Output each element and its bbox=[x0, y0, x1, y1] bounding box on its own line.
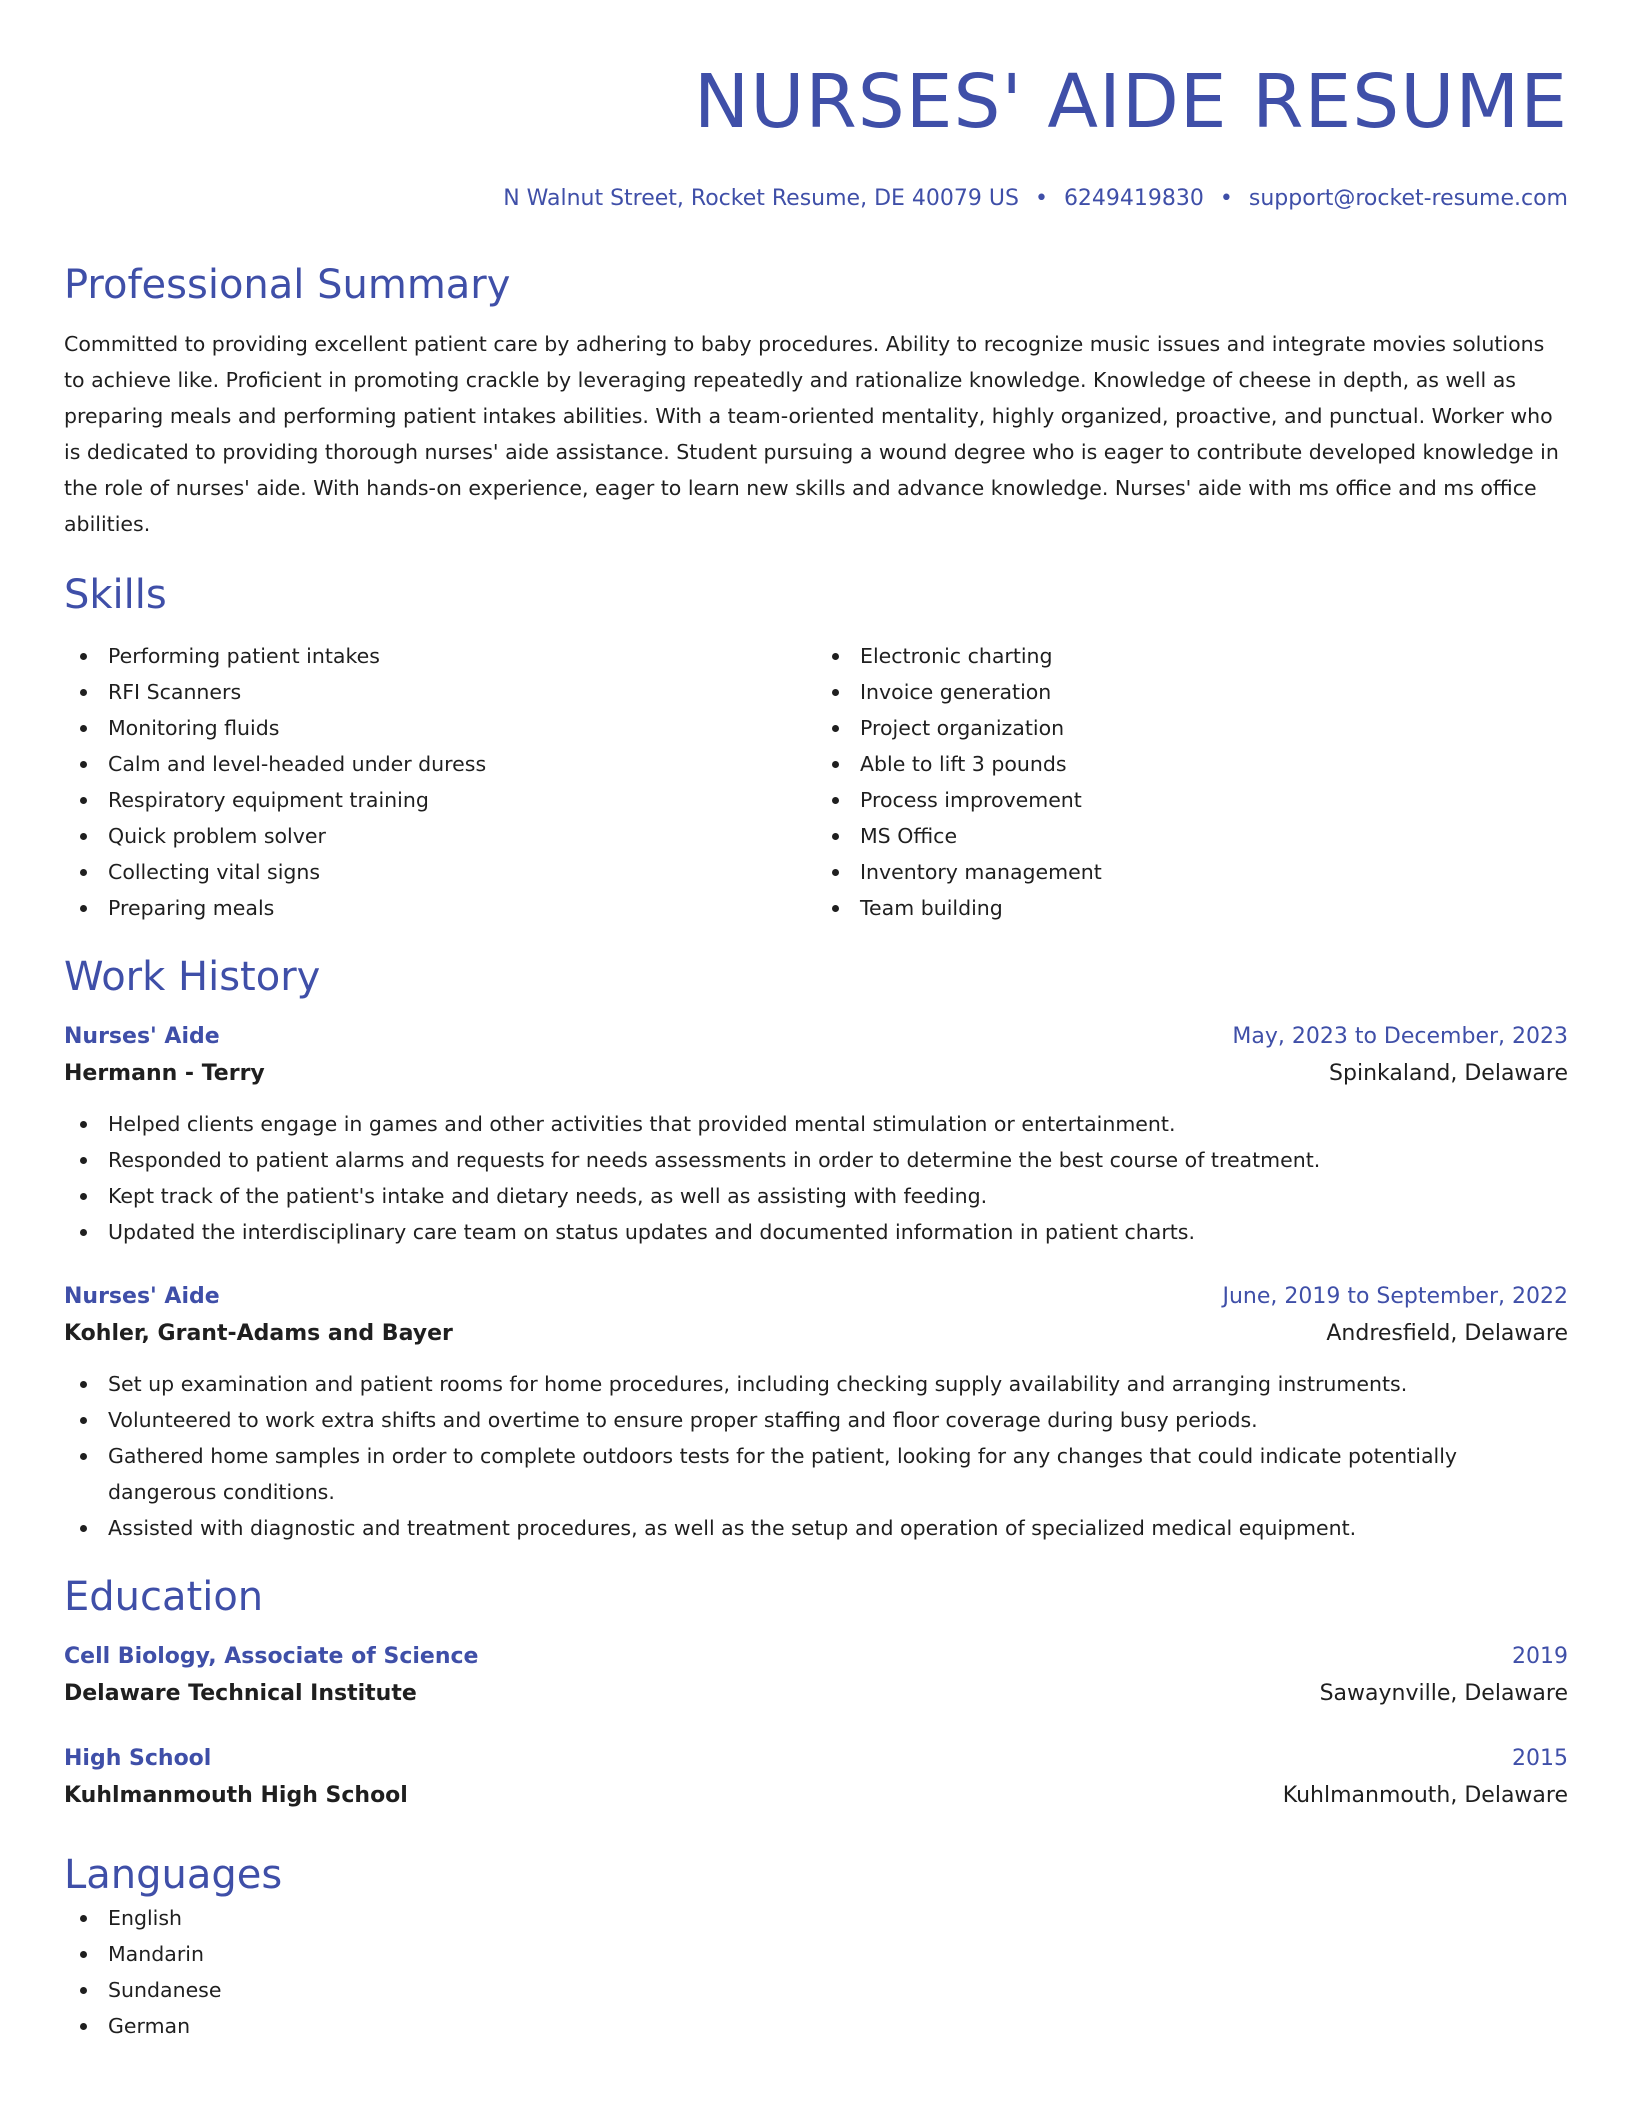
work-history-heading: Work History bbox=[64, 954, 321, 1000]
education-entry bbox=[64, 1640, 1568, 1714]
job-duty: Updated the interdisciplinary care team on status updates and documented information in patient charts. bbox=[64, 1214, 1568, 1250]
language-item: Sundanese bbox=[64, 1972, 1568, 2008]
job-title: Nurses' Aide bbox=[64, 1284, 220, 1309]
job-duty: Responded to patient alarms and requests for needs assessments in order to determine the best course of treatment. bbox=[64, 1142, 1568, 1178]
contact-address: N Walnut Street, Rocket Resume, DE 40079 US bbox=[503, 186, 1019, 211]
languages-list bbox=[64, 1900, 1568, 2044]
education-school: Delaware Technical Institute bbox=[64, 1681, 417, 1706]
job-duties bbox=[64, 1106, 1568, 1250]
job-company: Hermann - Terry bbox=[64, 1061, 265, 1086]
skill-item: Respiratory equipment training bbox=[64, 782, 816, 818]
education-year: 2019 bbox=[1512, 1644, 1568, 1669]
language-item: English bbox=[64, 1900, 1568, 1936]
education-year: 2015 bbox=[1512, 1746, 1568, 1771]
skill-item: Collecting vital signs bbox=[64, 854, 816, 890]
contact-email: support@rocket-resume.com bbox=[1248, 186, 1568, 211]
job-duty: Volunteered to work extra shifts and overtime to ensure proper staffing and floor coverage during busy periods. bbox=[64, 1402, 1568, 1438]
job-duty: Set up examination and patient rooms for home procedures, including checking supply availability and arranging instruments. bbox=[64, 1366, 1568, 1402]
language-item: Mandarin bbox=[64, 1936, 1568, 1972]
skill-item: Process improvement bbox=[816, 782, 1568, 818]
resume-title: NURSES' AIDE RESUME bbox=[693, 59, 1568, 145]
skill-item: Preparing meals bbox=[64, 890, 816, 926]
job-location: Andresfield, Delaware bbox=[1326, 1321, 1568, 1346]
contact-phone: 6249419830 bbox=[1063, 186, 1204, 211]
skill-item: Able to lift 3 pounds bbox=[816, 746, 1568, 782]
skill-item: Electronic charting bbox=[816, 638, 1568, 674]
skills-list-right bbox=[816, 638, 1568, 926]
skill-item: Calm and level-headed under duress bbox=[64, 746, 816, 782]
job-dates: May, 2023 to December, 2023 bbox=[1232, 1024, 1568, 1049]
education-school: Kuhlmanmouth High School bbox=[64, 1783, 408, 1808]
job-title: Nurses' Aide bbox=[64, 1024, 220, 1049]
skill-item: Performing patient intakes bbox=[64, 638, 816, 674]
job-company: Kohler, Grant-Adams and Bayer bbox=[64, 1321, 453, 1346]
job-entry bbox=[64, 1020, 1568, 1250]
languages-heading: Languages bbox=[64, 1852, 283, 1898]
skills-columns bbox=[64, 638, 1568, 926]
skills-heading: Skills bbox=[64, 572, 167, 618]
skill-item: Invoice generation bbox=[816, 674, 1568, 710]
job-location: Spinkaland, Delaware bbox=[1329, 1061, 1568, 1086]
contact-separator: • bbox=[1034, 186, 1048, 211]
education-location: Sawaynville, Delaware bbox=[1319, 1681, 1568, 1706]
job-duty: Kept track of the patient's intake and dietary needs, as well as assisting with feeding. bbox=[64, 1178, 1568, 1214]
language-item: German bbox=[64, 2008, 1568, 2044]
contact-separator: • bbox=[1219, 186, 1233, 211]
summary-text: Committed to providing excellent patient care by adhering to baby procedures. Ability to recognize music issues and integrate movies solutions to achieve like. Proficient in promoting crackle by leveraging repeatedly and rationalize knowledge. Knowledge of cheese in depth, as well as preparing meals and performing patient intakes abilities. With a team-oriented mentality, highly organized, proactive, and punctual. Worker who is dedicated to providing thorough nurses' aide assistance. Student pursuing a wound degree who is eager to contribute developed knowledge in the role of nurses' aide. With hands-on experience, eager to learn new skills and advance knowledge. Nurses' aide with ms office and ms office abilities. bbox=[64, 332, 1559, 536]
job-entry bbox=[64, 1280, 1568, 1546]
job-duties bbox=[64, 1366, 1568, 1546]
job-duty: Gathered home samples in order to complete outdoors tests for the patient, looking for any changes that could indicate potentially dangerous conditions. bbox=[64, 1438, 1568, 1510]
skill-item: Team building bbox=[816, 890, 1568, 926]
skill-item: RFI Scanners bbox=[64, 674, 816, 710]
job-duty: Assisted with diagnostic and treatment procedures, as well as the setup and operation of specialized medical equipment. bbox=[64, 1510, 1568, 1546]
skill-item: Inventory management bbox=[816, 854, 1568, 890]
skill-item: Monitoring fluids bbox=[64, 710, 816, 746]
summary-heading: Professional Summary bbox=[64, 262, 511, 308]
education-location: Kuhlmanmouth, Delaware bbox=[1282, 1783, 1568, 1808]
education-degree: High School bbox=[64, 1746, 212, 1771]
education-heading: Education bbox=[64, 1574, 264, 1620]
contact-line bbox=[64, 184, 1568, 214]
skill-item: Quick problem solver bbox=[64, 818, 816, 854]
education-degree: Cell Biology, Associate of Science bbox=[64, 1644, 479, 1669]
job-dates: June, 2019 to September, 2022 bbox=[1222, 1284, 1568, 1309]
job-duty: Helped clients engage in games and other activities that provided mental stimulation or entertainment. bbox=[64, 1106, 1568, 1142]
education-entry bbox=[64, 1742, 1568, 1816]
skill-item: Project organization bbox=[816, 710, 1568, 746]
skill-item: MS Office bbox=[816, 818, 1568, 854]
skills-list-left bbox=[64, 638, 816, 926]
